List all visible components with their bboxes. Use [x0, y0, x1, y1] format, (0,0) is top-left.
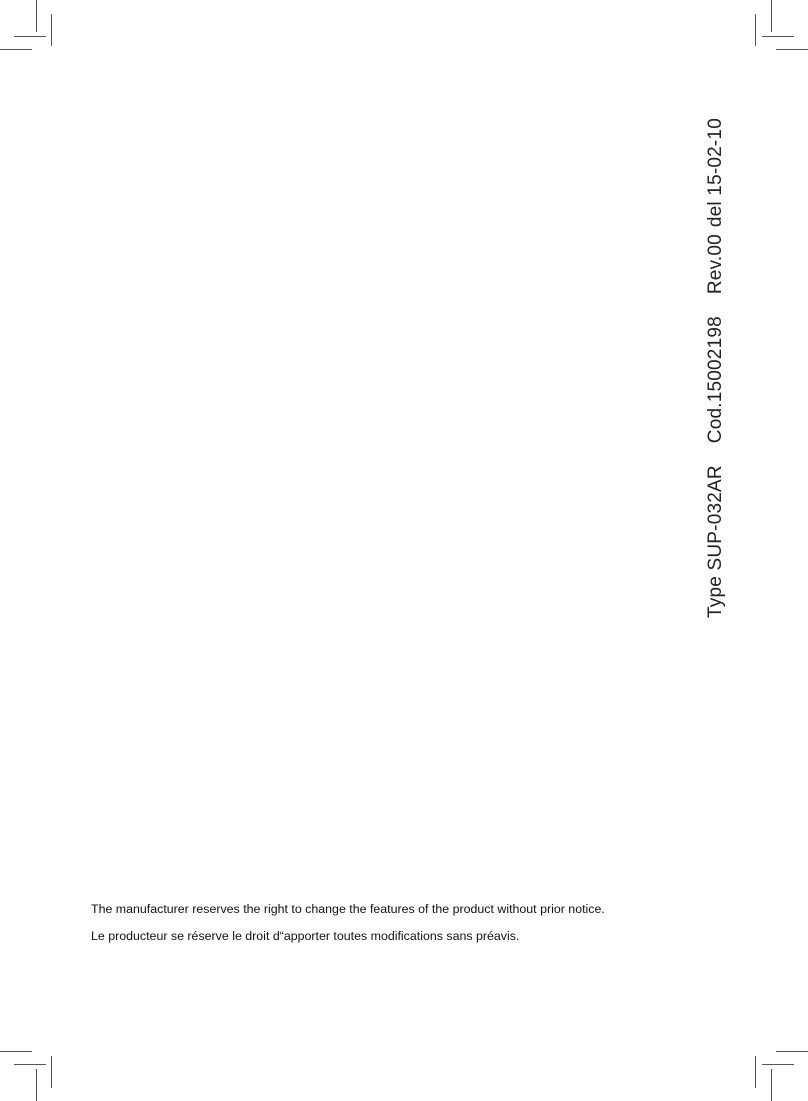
crop-mark-top-right-inner-horizontal	[762, 36, 794, 37]
crop-mark-bottom-left-inner-horizontal	[14, 1064, 46, 1065]
crop-mark-bottom-left-inner-vertical	[51, 1056, 52, 1088]
crop-mark-top-right-horizontal	[776, 49, 808, 50]
product-type: Type SUP-032AR	[705, 465, 726, 618]
product-revision: Rev.00	[705, 234, 726, 295]
crop-mark-bottom-left-vertical	[36, 1069, 37, 1101]
crop-mark-top-right-vertical	[771, 0, 772, 32]
product-code-strip	[705, 118, 727, 618]
crop-mark-top-right-inner-vertical	[755, 14, 756, 46]
crop-mark-top-left-vertical	[36, 0, 37, 32]
crop-mark-top-left-inner-vertical	[51, 14, 52, 46]
crop-mark-bottom-left-horizontal	[0, 1051, 32, 1052]
crop-mark-bottom-right-inner-vertical	[755, 1056, 756, 1088]
crop-mark-bottom-right-vertical	[771, 1069, 772, 1101]
crop-mark-top-left-horizontal	[0, 49, 32, 50]
notice-french: Le producteur se réserve le droit d“apporter toutes modifications sans préavis.	[91, 929, 520, 943]
product-date: del 15-02-10	[705, 118, 726, 228]
crop-mark-bottom-right-inner-horizontal	[762, 1064, 794, 1065]
crop-mark-top-left-inner-horizontal	[14, 36, 46, 37]
notice-english: The manufacturer reserves the right to change the features of the product without prior notice.	[91, 902, 605, 916]
product-cod: Cod.15002198	[705, 316, 726, 444]
crop-mark-bottom-right-horizontal	[776, 1051, 808, 1052]
